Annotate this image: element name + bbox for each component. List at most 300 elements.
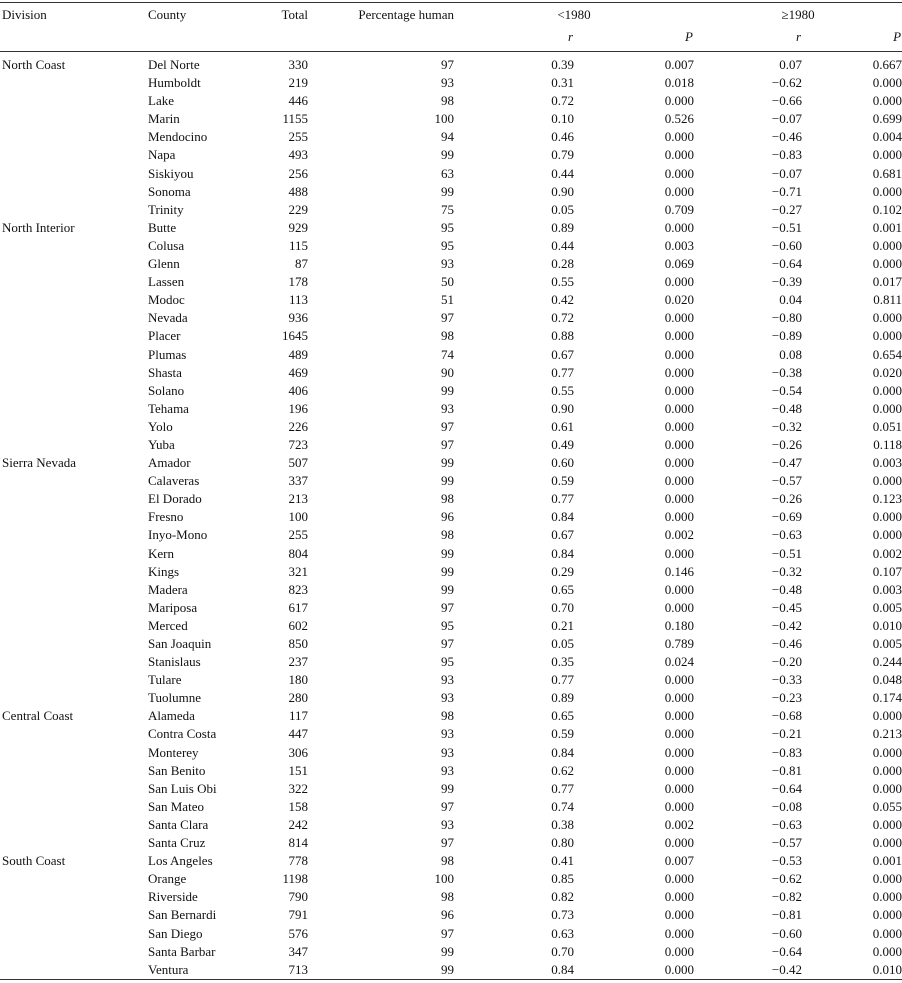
division-cell: Sierra Nevada (2, 455, 76, 471)
county-cell: Santa Clara (148, 816, 209, 832)
p-after-1980-cell: 0.000 (872, 256, 902, 272)
table-row (0, 671, 902, 689)
table-row (0, 92, 902, 110)
p-before-1980-cell: 0.000 (664, 835, 694, 851)
percentage-human-cell: 95 (441, 654, 454, 670)
total-cell: 213 (288, 491, 308, 507)
p-after-1980-cell: 0.000 (872, 147, 902, 163)
percentage-human-cell: 99 (441, 545, 454, 561)
table-row (0, 635, 902, 653)
county-cell: Ventura (148, 961, 189, 977)
header-p-before: P (685, 29, 693, 44)
table-row (0, 599, 902, 617)
r-before-1980-cell: 0.44 (551, 237, 574, 253)
total-cell: 804 (288, 545, 308, 561)
percentage-human-cell: 93 (441, 726, 454, 742)
p-after-1980-cell: 0.051 (872, 418, 902, 434)
r-after-1980-cell: −0.32 (771, 563, 802, 579)
division-cell (0, 165, 148, 183)
p-before-1980-cell: 0.000 (664, 672, 694, 688)
county-cell: Del Norte (148, 57, 200, 72)
p-after-1980-cell: 0.000 (872, 762, 902, 778)
county-cell: Calaveras (148, 473, 200, 489)
p-before-1980-cell: 0.000 (664, 473, 694, 489)
table-row (0, 689, 902, 707)
p-before-1980-cell: 0.000 (664, 219, 694, 235)
r-after-1980-cell: −0.39 (771, 274, 802, 290)
division-cell (0, 870, 148, 888)
total-cell: 255 (288, 527, 308, 543)
r-after-1980-cell: −0.82 (771, 889, 802, 905)
division-cell (0, 400, 148, 418)
table-row (0, 165, 902, 183)
percentage-human-cell: 51 (441, 292, 454, 308)
percentage-human-cell: 93 (441, 762, 454, 778)
p-after-1980-cell: 0.667 (872, 57, 902, 72)
percentage-human-cell: 93 (441, 744, 454, 760)
percentage-human-cell: 74 (441, 346, 454, 362)
r-before-1980-cell: 0.59 (551, 726, 574, 742)
p-after-1980-cell: 0.000 (872, 871, 902, 887)
percentage-human-cell: 93 (441, 75, 454, 91)
p-before-1980-cell: 0.000 (664, 129, 694, 145)
total-cell: 178 (288, 274, 308, 290)
total-cell: 778 (288, 853, 308, 869)
division-cell (0, 816, 148, 834)
percentage-human-cell: 93 (441, 672, 454, 688)
p-after-1980-cell: 0.000 (872, 473, 902, 489)
total-cell: 936 (288, 310, 308, 326)
p-before-1980-cell: 0.024 (664, 654, 694, 670)
p-after-1980-cell: 0.000 (872, 925, 902, 941)
p-after-1980-cell: 0.244 (872, 654, 902, 670)
total-cell: 151 (288, 762, 308, 778)
percentage-human-cell: 99 (441, 581, 454, 597)
percentage-human-cell: 99 (441, 473, 454, 489)
division-cell (0, 237, 148, 255)
county-cell: Amador (148, 455, 191, 471)
table-row (0, 581, 902, 599)
r-before-1980-cell: 0.21 (551, 617, 574, 633)
r-after-1980-cell: 0.07 (779, 57, 802, 72)
r-after-1980-cell: −0.63 (771, 527, 802, 543)
r-before-1980-cell: 0.39 (551, 57, 574, 72)
division-cell (0, 255, 148, 273)
table-row (0, 762, 902, 780)
county-cell: Lake (148, 93, 174, 109)
table-row (0, 183, 902, 201)
table-row (0, 454, 902, 472)
table-row (0, 816, 902, 834)
county-cell: Glenn (148, 256, 180, 272)
table-row (0, 364, 902, 382)
p-before-1980-cell: 0.000 (664, 382, 694, 398)
total-cell: 237 (288, 654, 308, 670)
division-cell (0, 273, 148, 291)
total-cell: 113 (288, 292, 308, 308)
r-before-1980-cell: 0.70 (551, 943, 574, 959)
table-row (0, 346, 902, 364)
r-after-1980-cell: −0.71 (771, 183, 802, 199)
r-after-1980-cell: −0.07 (771, 111, 802, 127)
total-cell: 723 (288, 436, 308, 452)
table-row (0, 798, 902, 816)
total-cell: 158 (288, 798, 308, 814)
division-cell (0, 635, 148, 653)
r-after-1980-cell: −0.53 (771, 853, 802, 869)
p-before-1980-cell: 0.000 (664, 310, 694, 326)
county-cell: Nevada (148, 310, 188, 326)
percentage-human-cell: 97 (441, 925, 454, 941)
table-row (0, 508, 902, 526)
table-row (0, 744, 902, 762)
r-after-1980-cell: −0.46 (771, 636, 802, 651)
table-row (0, 291, 902, 309)
total-cell: 488 (288, 183, 308, 199)
county-cell: Fresno (148, 509, 184, 525)
p-after-1980-cell: 0.003 (872, 581, 902, 597)
p-before-1980-cell: 0.002 (664, 527, 694, 543)
p-after-1980-cell: 0.003 (872, 455, 902, 471)
percentage-human-cell: 96 (441, 907, 454, 923)
county-cell: Tuolumne (148, 690, 201, 706)
county-cell: Shasta (148, 364, 182, 380)
county-cell: Monterey (148, 744, 199, 760)
percentage-human-cell: 98 (441, 527, 454, 543)
division-cell (0, 490, 148, 508)
division-cell (0, 545, 148, 563)
table-row (0, 906, 902, 924)
table-row (0, 472, 902, 490)
total-cell: 850 (288, 636, 308, 651)
county-cell: Siskiyou (148, 165, 194, 181)
county-cell: San Bernardi (148, 907, 217, 923)
r-before-1980-cell: 0.84 (551, 545, 574, 561)
county-cell: Marin (148, 111, 180, 127)
division-cell (0, 327, 148, 345)
r-before-1980-cell: 0.77 (551, 491, 574, 507)
p-after-1980-cell: 0.004 (872, 129, 902, 145)
r-after-1980-cell: −0.51 (771, 219, 802, 235)
division-cell (0, 92, 148, 110)
division-cell (0, 74, 148, 92)
r-after-1980-cell: −0.26 (771, 491, 802, 507)
total-cell: 306 (288, 744, 308, 760)
total-cell: 507 (288, 455, 308, 471)
county-cell: El Dorado (148, 491, 202, 507)
p-after-1980-cell: 0.000 (872, 75, 902, 91)
p-before-1980-cell: 0.000 (664, 509, 694, 525)
percentage-human-cell: 98 (441, 328, 454, 344)
p-before-1980-cell: 0.000 (664, 545, 694, 561)
p-before-1980-cell: 0.789 (664, 636, 694, 651)
division-cell (0, 436, 148, 454)
division-cell (0, 906, 148, 924)
table-row (0, 74, 902, 92)
p-after-1980-cell: 0.000 (872, 237, 902, 253)
r-before-1980-cell: 0.42 (551, 292, 574, 308)
table-row (0, 382, 902, 400)
p-before-1980-cell: 0.000 (664, 183, 694, 199)
p-after-1980-cell: 0.000 (872, 708, 902, 724)
table-row (0, 52, 902, 75)
header-after-1980: ≥1980 (781, 7, 815, 22)
p-after-1980-cell: 0.000 (872, 310, 902, 326)
total-cell: 100 (288, 509, 308, 525)
r-before-1980-cell: 0.44 (551, 165, 574, 181)
r-after-1980-cell: −0.66 (771, 93, 802, 109)
division-cell (0, 110, 148, 128)
percentage-human-cell: 97 (441, 57, 454, 72)
division-cell (0, 943, 148, 961)
p-after-1980-cell: 0.055 (872, 798, 902, 814)
p-after-1980-cell: 0.000 (872, 780, 902, 796)
table-row (0, 780, 902, 798)
percentage-human-cell: 96 (441, 509, 454, 525)
header-county: County (148, 7, 187, 22)
p-before-1980-cell: 0.000 (664, 943, 694, 959)
r-after-1980-cell: −0.51 (771, 545, 802, 561)
r-after-1980-cell: −0.57 (771, 835, 802, 851)
p-after-1980-cell: 0.002 (872, 545, 902, 561)
r-after-1980-cell: −0.33 (771, 672, 802, 688)
percentage-human-cell: 63 (441, 165, 454, 181)
division-cell (0, 526, 148, 544)
total-cell: 447 (288, 726, 308, 742)
table-row (0, 219, 902, 237)
division-cell (0, 291, 148, 309)
p-after-1980-cell: 0.000 (872, 382, 902, 398)
p-before-1980-cell: 0.000 (664, 418, 694, 434)
p-before-1980-cell: 0.000 (664, 581, 694, 597)
total-cell: 1198 (282, 871, 308, 887)
table-header (0, 3, 902, 52)
table-row (0, 834, 902, 852)
total-cell: 823 (288, 581, 308, 597)
county-cell: Santa Barbar (148, 943, 216, 959)
total-cell: 115 (288, 237, 308, 253)
total-cell: 87 (295, 256, 308, 272)
percentage-human-cell: 94 (441, 129, 454, 145)
p-after-1980-cell: 0.174 (872, 690, 902, 706)
p-before-1980-cell: 0.000 (664, 925, 694, 941)
r-before-1980-cell: 0.59 (551, 473, 574, 489)
percentage-human-cell: 97 (441, 599, 454, 615)
r-before-1980-cell: 0.77 (551, 364, 574, 380)
table-row (0, 327, 902, 345)
percentage-human-cell: 99 (441, 382, 454, 398)
r-before-1980-cell: 0.90 (551, 400, 574, 416)
county-cell: Inyo-Mono (148, 527, 208, 543)
r-before-1980-cell: 0.77 (551, 780, 574, 796)
table-row (0, 707, 902, 725)
county-cell: Alameda (148, 708, 195, 724)
p-after-1980-cell: 0.020 (872, 364, 902, 380)
p-before-1980-cell: 0.000 (664, 726, 694, 742)
county-cell: Santa Cruz (148, 835, 206, 851)
percentage-human-cell: 99 (441, 147, 454, 163)
county-cell: Kings (148, 563, 180, 579)
table-row (0, 563, 902, 581)
r-before-1980-cell: 0.60 (551, 455, 574, 471)
r-after-1980-cell: 0.04 (779, 292, 802, 308)
p-after-1980-cell: 0.123 (872, 491, 902, 507)
p-after-1980-cell: 0.001 (872, 219, 902, 235)
p-after-1980-cell: 0.654 (872, 346, 902, 362)
p-before-1980-cell: 0.000 (664, 889, 694, 905)
county-cell: San Benito (148, 762, 206, 778)
p-after-1980-cell: 0.000 (872, 889, 902, 905)
table-body (0, 52, 902, 980)
table-row (0, 725, 902, 743)
r-before-1980-cell: 0.46 (551, 129, 574, 145)
p-before-1980-cell: 0.180 (664, 617, 694, 633)
r-before-1980-cell: 0.10 (551, 111, 574, 127)
percentage-human-cell: 97 (441, 436, 454, 452)
r-before-1980-cell: 0.70 (551, 599, 574, 615)
total-cell: 280 (288, 690, 308, 706)
r-after-1980-cell: −0.57 (771, 473, 802, 489)
county-cell: Placer (148, 328, 181, 344)
p-before-1980-cell: 0.000 (664, 798, 694, 814)
division-cell (0, 834, 148, 852)
division-cell (0, 146, 148, 164)
r-after-1980-cell: −0.38 (771, 364, 802, 380)
r-before-1980-cell: 0.79 (551, 147, 574, 163)
total-cell: 446 (288, 93, 308, 109)
table-row (0, 490, 902, 508)
total-cell: 321 (288, 563, 308, 579)
r-before-1980-cell: 0.65 (551, 708, 574, 724)
p-before-1980-cell: 0.000 (664, 762, 694, 778)
p-before-1980-cell: 0.000 (664, 871, 694, 887)
percentage-human-cell: 98 (441, 708, 454, 724)
division-cell (0, 382, 148, 400)
division-cell (0, 888, 148, 906)
table-row (0, 201, 902, 219)
table-row (0, 110, 902, 128)
r-after-1980-cell: 0.08 (779, 346, 802, 362)
percentage-human-cell: 93 (441, 690, 454, 706)
r-after-1980-cell: −0.89 (771, 328, 802, 344)
division-cell: North Interior (2, 219, 75, 235)
p-after-1980-cell: 0.000 (872, 744, 902, 760)
p-after-1980-cell: 0.000 (872, 400, 902, 416)
total-cell: 229 (288, 201, 308, 217)
p-after-1980-cell: 0.000 (872, 907, 902, 923)
county-cell: Sonoma (148, 183, 191, 199)
p-before-1980-cell: 0.000 (664, 744, 694, 760)
r-before-1980-cell: 0.84 (551, 961, 574, 977)
r-after-1980-cell: −0.64 (771, 943, 802, 959)
county-cell: Merced (148, 617, 188, 633)
header-division: Division (2, 7, 47, 22)
county-cell: Trinity (148, 201, 184, 217)
p-before-1980-cell: 0.526 (664, 111, 694, 127)
percentage-human-cell: 99 (441, 780, 454, 796)
r-after-1980-cell: −0.45 (771, 599, 802, 615)
percentage-human-cell: 93 (441, 816, 454, 832)
percentage-human-cell: 75 (441, 201, 454, 217)
county-cell: Napa (148, 147, 176, 163)
r-before-1980-cell: 0.84 (551, 744, 574, 760)
total-cell: 180 (288, 672, 308, 688)
table-row (0, 545, 902, 563)
p-before-1980-cell: 0.000 (664, 165, 694, 181)
p-before-1980-cell: 0.000 (664, 455, 694, 471)
percentage-human-cell: 93 (441, 400, 454, 416)
total-cell: 617 (288, 599, 308, 615)
county-cell: Yolo (148, 418, 173, 434)
p-before-1980-cell: 0.007 (664, 853, 694, 869)
county-cell: Plumas (148, 346, 187, 362)
percentage-human-cell: 97 (441, 798, 454, 814)
division-cell (0, 508, 148, 526)
total-cell: 1645 (282, 328, 308, 344)
r-after-1980-cell: −0.27 (771, 201, 802, 217)
p-after-1980-cell: 0.102 (872, 201, 902, 217)
division-cell: Central Coast (2, 708, 74, 724)
p-before-1980-cell: 0.000 (664, 147, 694, 163)
total-cell: 790 (288, 889, 308, 905)
p-after-1980-cell: 0.000 (872, 527, 902, 543)
county-cell: Solano (148, 382, 185, 398)
r-after-1980-cell: −0.42 (771, 961, 802, 977)
county-cell: San Luis Obi (148, 780, 217, 796)
county-cell: Mariposa (148, 599, 198, 615)
percentage-human-cell: 98 (441, 889, 454, 905)
header-before-1980: <1980 (557, 7, 591, 22)
p-before-1980-cell: 0.000 (664, 274, 694, 290)
table-row (0, 526, 902, 544)
county-cell: Yuba (148, 436, 175, 452)
r-after-1980-cell: −0.81 (771, 762, 802, 778)
p-after-1980-cell: 0.005 (872, 636, 902, 651)
county-cell: Modoc (148, 292, 185, 308)
r-after-1980-cell: −0.20 (771, 654, 802, 670)
division-cell (0, 183, 148, 201)
r-before-1980-cell: 0.28 (551, 256, 574, 272)
p-after-1980-cell: 0.010 (872, 617, 902, 633)
p-before-1980-cell: 0.000 (664, 599, 694, 615)
percentage-human-cell: 97 (441, 418, 454, 434)
r-before-1980-cell: 0.77 (551, 672, 574, 688)
p-before-1980-cell: 0.002 (664, 816, 694, 832)
county-cell: Mendocino (148, 129, 208, 145)
p-after-1980-cell: 0.000 (872, 328, 902, 344)
r-after-1980-cell: −0.07 (771, 165, 802, 181)
header-r-after: r (795, 29, 801, 44)
table-row (0, 146, 902, 164)
percentage-human-cell: 50 (441, 274, 454, 290)
division-cell (0, 472, 148, 490)
division-cell (0, 725, 148, 743)
r-before-1980-cell: 0.89 (551, 219, 574, 235)
r-after-1980-cell: −0.62 (771, 75, 802, 91)
p-after-1980-cell: 0.010 (872, 961, 902, 977)
r-after-1980-cell: −0.68 (771, 708, 802, 724)
percentage-human-cell: 97 (441, 636, 454, 651)
r-after-1980-cell: −0.60 (771, 925, 802, 941)
p-after-1980-cell: 0.681 (872, 165, 902, 181)
division-cell (0, 744, 148, 762)
table-row (0, 961, 902, 980)
r-after-1980-cell: −0.46 (771, 129, 802, 145)
r-before-1980-cell: 0.05 (551, 636, 574, 651)
r-before-1980-cell: 0.63 (551, 925, 574, 941)
header-blank (148, 28, 260, 52)
table-row (0, 273, 902, 291)
